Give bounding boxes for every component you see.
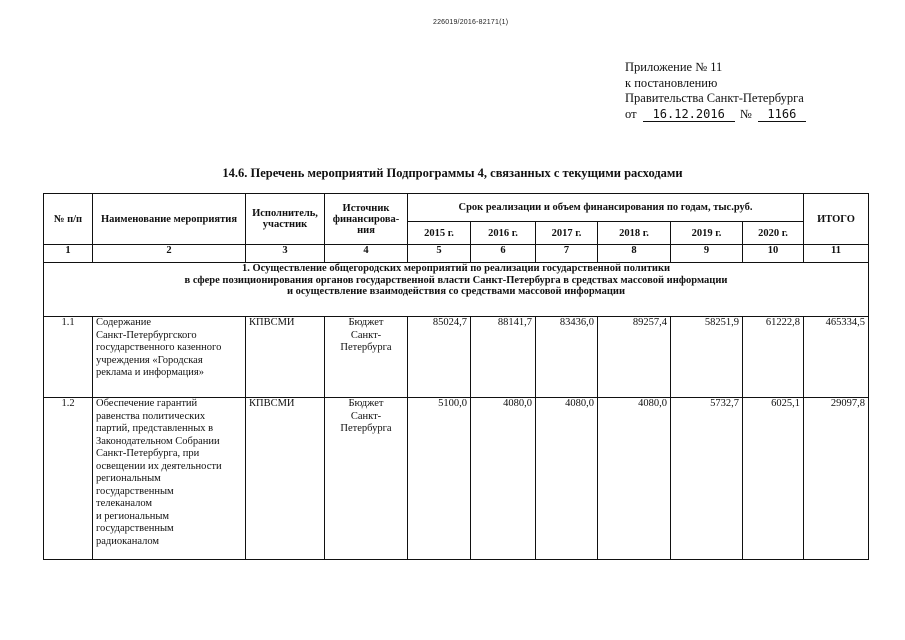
annex-date: 16.12.2016 — [643, 108, 735, 122]
column-number: 4 — [325, 245, 408, 263]
annex-number: 1166 — [758, 108, 806, 122]
table-row — [44, 317, 869, 398]
header-total: ИТОГО — [804, 194, 869, 245]
document-id: 226019/2016-82171(1) — [433, 19, 509, 26]
header-source: Источник финансирова- ния — [325, 194, 408, 245]
column-number: 9 — [671, 245, 743, 263]
header-num: № п/п — [44, 194, 93, 245]
column-number: 7 — [536, 245, 598, 263]
row-num: 1.2 — [44, 398, 93, 560]
annex-line-3: Правительства Санкт-Петербурга — [625, 91, 804, 105]
measures-table — [43, 193, 869, 560]
header-year: 2017 г. — [536, 222, 598, 245]
row-value-2017: 4080,0 — [536, 398, 598, 560]
annex-line-2: к постановлению — [625, 75, 718, 90]
row-value-2016: 88141,7 — [471, 317, 536, 398]
header-year: 2015 г. — [408, 222, 471, 245]
column-number: 6 — [471, 245, 536, 263]
row-value-2019: 58251,9 — [671, 317, 743, 398]
row-value-2019: 5732,7 — [671, 398, 743, 560]
row-value-2020: 6025,1 — [743, 398, 804, 560]
section-line-1: 1. Осуществление общегородских мероприятий по реализации государственной политики — [241, 263, 671, 274]
row-value-2015: 85024,7 — [408, 317, 471, 398]
header-year: 2020 г. — [743, 222, 804, 245]
table-row — [44, 398, 869, 560]
row-value-2018: 4080,0 — [598, 398, 671, 560]
row-value-2017: 83436,0 — [536, 317, 598, 398]
header-period: Срок реализации и объем финансирования по годам, тыс.руб. — [408, 194, 804, 222]
row-num: 1.1 — [44, 317, 93, 398]
column-number: 11 — [804, 245, 869, 263]
row-total: 29097,8 — [804, 398, 869, 560]
header-year: 2019 г. — [671, 222, 743, 245]
annex-number-label: № — [739, 106, 752, 121]
row-source: Бюджет Санкт- Петербурга — [325, 398, 408, 560]
annex-from-label: от — [625, 106, 637, 121]
annex-line-1: Приложение № 11 — [625, 60, 723, 74]
section-line-2: в сфере позиционирования органов государственной власти Санкт-Петербурга в средствах массовой информации — [184, 274, 728, 286]
column-number-row — [44, 245, 869, 263]
row-value-2015: 5100,0 — [408, 398, 471, 560]
row-value-2020: 61222,8 — [743, 317, 804, 398]
section-heading — [44, 263, 869, 317]
header-year: 2018 г. — [598, 222, 671, 245]
row-name: Содержание Санкт-Петербургского государственного казенного учреждения «Городская реклама и информация» — [93, 317, 246, 398]
document-title: 14.6. Перечень мероприятий Подпрограммы 4, связанных с текущими расходами — [222, 166, 683, 180]
header-year: 2016 г. — [471, 222, 536, 245]
section-line-3: и осуществление взаимодействия со средствами массовой информации — [286, 286, 626, 297]
row-value-2016: 4080,0 — [471, 398, 536, 560]
column-number: 8 — [598, 245, 671, 263]
row-source: Бюджет Санкт- Петербурга — [325, 317, 408, 398]
column-number: 1 — [44, 245, 93, 263]
column-number: 10 — [743, 245, 804, 263]
row-executor: КПВСМИ — [246, 398, 325, 560]
annex-block — [625, 60, 885, 122]
column-number: 3 — [246, 245, 325, 263]
header-name: Наименование мероприятия — [93, 194, 246, 245]
column-number: 5 — [408, 245, 471, 263]
header-executor: Исполнитель, участник — [246, 194, 325, 245]
annex-date-line — [625, 107, 885, 123]
row-total: 465334,5 — [804, 317, 869, 398]
section-row — [44, 263, 869, 317]
row-value-2018: 89257,4 — [598, 317, 671, 398]
row-name: Обеспечение гарантий равенства политических партий, представленных в Законодательном Собрании Санкт-Петербурга, при освещении их деятельности региональным государственным телеканалом и региональным государственным радиоканалом — [93, 398, 246, 560]
column-number: 2 — [93, 245, 246, 263]
row-executor: КПВСМИ — [246, 317, 325, 398]
